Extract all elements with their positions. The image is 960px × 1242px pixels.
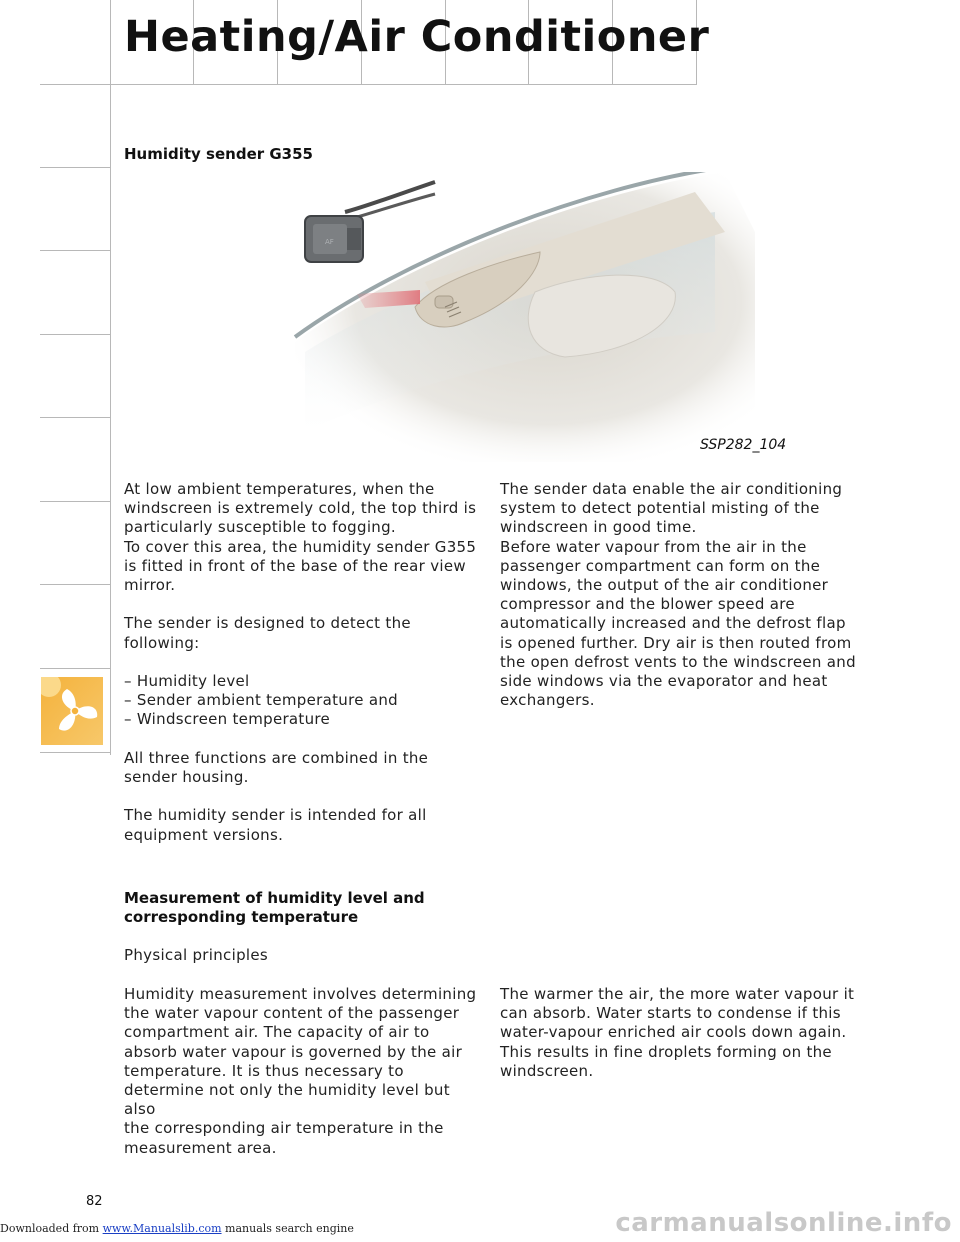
sidebar-rule [40, 334, 110, 335]
sidebar-rule [40, 167, 110, 168]
manualslib-link[interactable]: www.Manualslib.com [102, 1222, 222, 1235]
section-heading: Measurement of humidity level and corresponding temperature [124, 889, 425, 926]
watermark: carmanualsonline.info [615, 1208, 952, 1238]
figure-caption: SSP282_104 [700, 437, 787, 453]
footer-prefix: Downloaded from [0, 1222, 103, 1235]
sidebar-rule [110, 0, 111, 755]
sidebar-rule [40, 668, 110, 669]
page-title: Heating/Air Conditioner [124, 12, 710, 62]
body-text-right: The sender data enable the air conditioning system to detect potential misting of the windscreen in good time. Before water vapour from the air in the passenger compartment can form on the windows, the output of the air conditioner compressor and the blower speed are automatically increased and the defrost flap is opened further. Dry air is then routed from the open defrost vents to the windscreen and side windows via the evaporator and heat exchangers. [500, 480, 856, 710]
page-number: 82 [86, 1194, 103, 1209]
body-text-left: At low ambient temperatures, when the windscreen is extremely cold, the top third is particularly susceptible to fogging. To cover this area, the humidity sender G355 is fitted in front of the base of the rear view mirror. The sender is designed to detect the following: – Humidity level – Sender ambient temperature and – Windscreen temperature All three functions are combined in the sender housing. The humidity sender is intended for all equipment versions. [124, 480, 477, 844]
body-text-right: The warmer the air, the more water vapour it can absorb. Water starts to condense if this water-vapour enriched air cools down again. This results in fine droplets forming on the windscreen. [500, 985, 855, 1080]
sidebar-rule [40, 752, 110, 753]
sidebar-rule [40, 250, 110, 251]
sidebar-rule [40, 417, 110, 418]
sender-illustration [285, 172, 755, 462]
subheading: Physical principles [124, 946, 268, 964]
sidebar-rule [40, 584, 110, 585]
download-footer [0, 1222, 354, 1235]
section-heading: Humidity sender G355 [124, 145, 313, 163]
body-text-left: Humidity measurement involves determining the water vapour content of the passenger compartment air. The capacity of air to absorb water vapour is governed by the air temperature. It is thus necessary to determine not only the humidity level but also the corresponding air temperature in the measurement area. [124, 985, 477, 1157]
footer-suffix: manuals search engine [221, 1222, 354, 1235]
svg-text:AF: AF [325, 238, 334, 246]
header-baseline [40, 84, 697, 85]
fan-icon [41, 677, 103, 745]
sidebar-rule [40, 501, 110, 502]
